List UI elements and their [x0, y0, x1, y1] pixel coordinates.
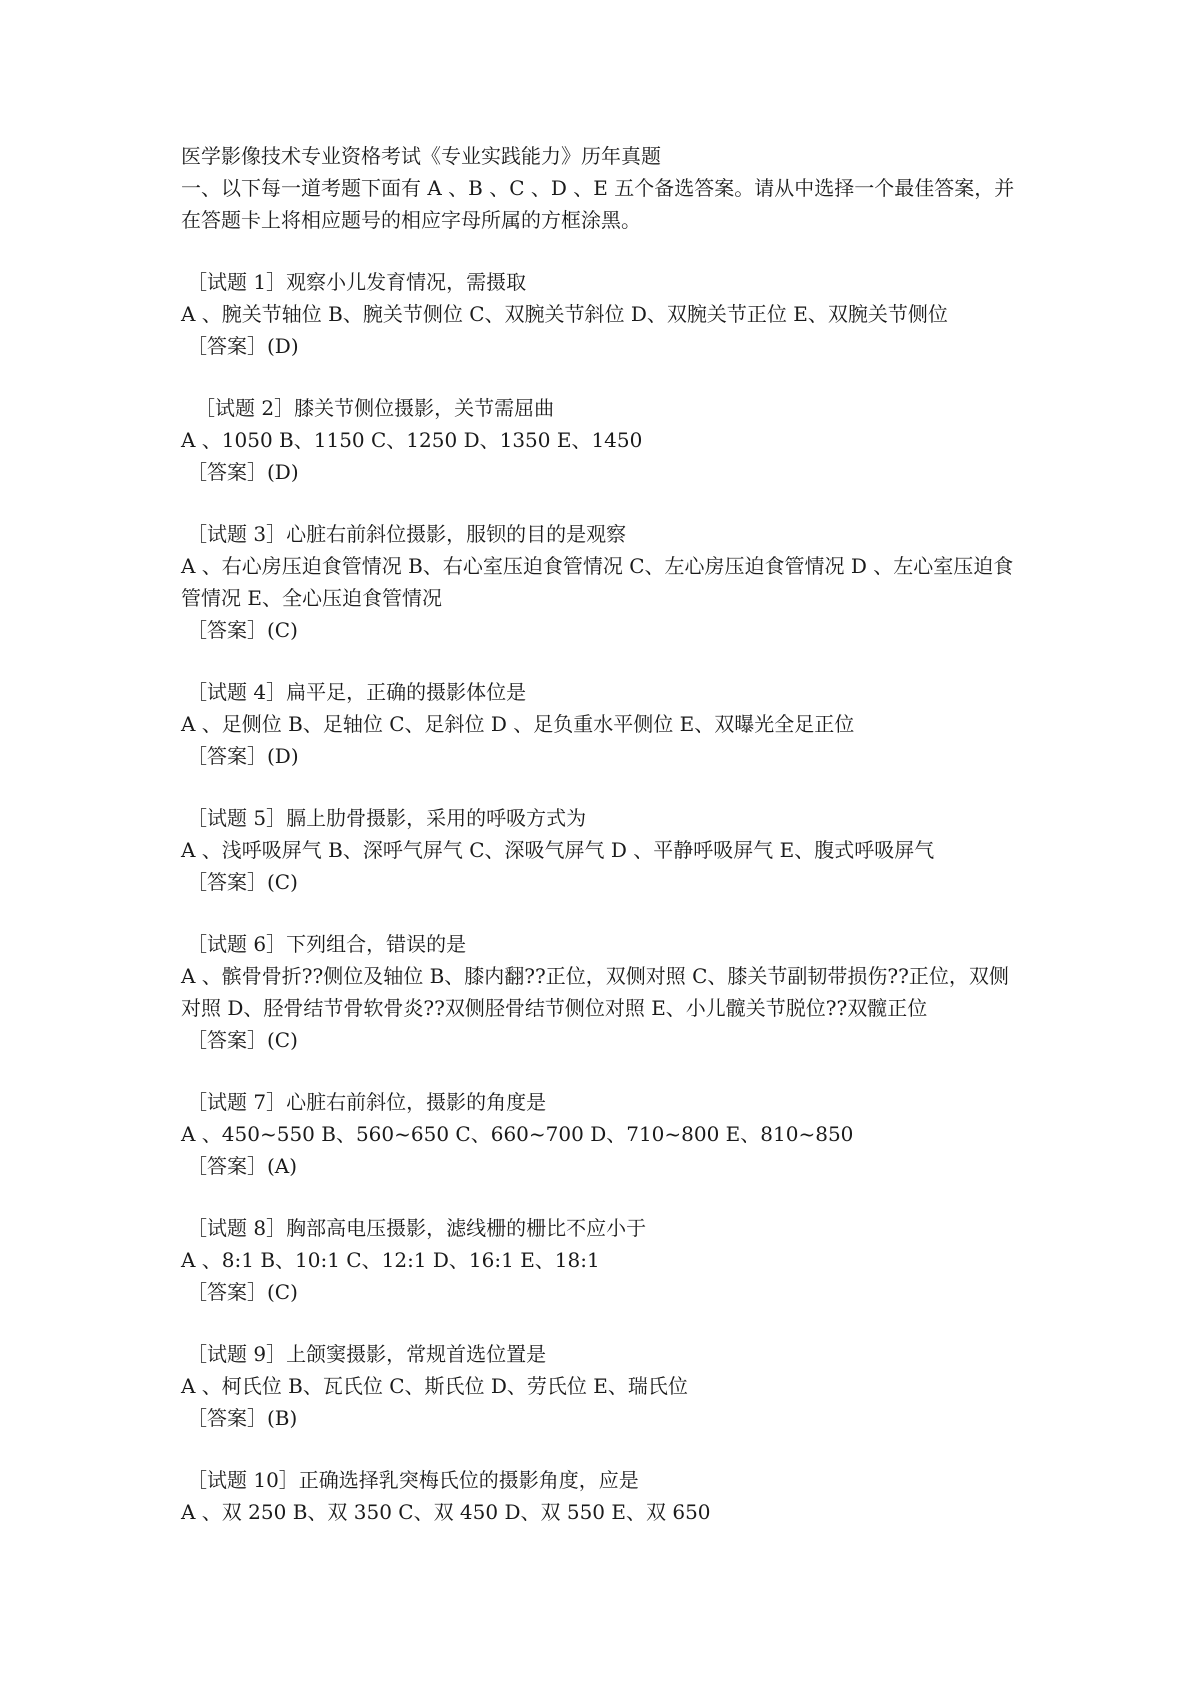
- question-6: [181, 928, 1021, 1056]
- question-stem: ［试题 6］下列组合，错误的是: [187, 932, 467, 956]
- question-stem: ［试题 2］膝关节侧位摄影，关节需屈曲: [195, 396, 555, 420]
- question-options: A 、8:1 B、10:1 C、12:1 D、16:1 E、18:1: [181, 1248, 600, 1272]
- question-options: A 、髌骨骨折??侧位及轴位 B、膝内翻??正位，双侧对照 C、膝关节副韧带损伤??正位，双侧对照 D、胫骨结节骨软骨炎??双侧胫骨结节侧位对照 E、小儿髋关节脱位??双髋正位: [181, 964, 1009, 1020]
- question-options: A 、右心房压迫食管情况 B、右心室压迫食管情况 C、左心房压迫食管情况 D 、左心室压迫食管情况 E、全心压迫食管情况: [181, 554, 1014, 610]
- question-stem: ［试题 9］上颌窦摄影，常规首选位置是: [187, 1342, 547, 1366]
- question-2: [181, 392, 1021, 488]
- question-answer: ［答案］(C): [187, 1028, 298, 1052]
- document-page: [181, 140, 1021, 1528]
- question-answer: ［答案］(D): [187, 460, 299, 484]
- question-answer: ［答案］(D): [187, 334, 299, 358]
- question-answer: ［答案］(C): [187, 870, 298, 894]
- question-stem: ［试题 3］心脏右前斜位摄影，服钡的目的是观察: [187, 522, 627, 546]
- question-stem: ［试题 10］正确选择乳突梅氏位的摄影角度，应是: [187, 1468, 639, 1492]
- question-stem: ［试题 7］心脏右前斜位，摄影的角度是: [187, 1090, 547, 1114]
- question-options: A 、双 250 B、双 350 C、双 450 D、双 550 E、双 650: [181, 1500, 711, 1524]
- question-answer: ［答案］(B): [187, 1406, 298, 1430]
- question-options: A 、450~550 B、560~650 C、660~700 D、710~800 E、810~850: [181, 1122, 854, 1146]
- question-options: A 、足侧位 B、足轴位 C、足斜位 D 、足负重水平侧位 E、双曝光全足正位: [181, 712, 855, 736]
- question-stem: ［试题 8］胸部高电压摄影，滤线栅的栅比不应小于: [187, 1216, 647, 1240]
- question-answer: ［答案］(C): [187, 1280, 298, 1304]
- question-options: A 、柯氏位 B、瓦氏位 C、斯氏位 D、劳氏位 E、瑞氏位: [181, 1374, 688, 1398]
- document-title: 医学影像技术专业资格考试《专业实践能力》历年真题: [181, 144, 661, 168]
- question-options: A 、1050 B、1150 C、1250 D、1350 E、1450: [181, 428, 643, 452]
- question-answer: ［答案］(C): [187, 618, 298, 642]
- question-options: A 、浅呼吸屏气 B、深呼气屏气 C、深吸气屏气 D 、平静呼吸屏气 E、腹式呼吸屏气: [181, 838, 935, 862]
- question-options: A 、腕关节轴位 B、腕关节侧位 C、双腕关节斜位 D、双腕关节正位 E、双腕关节侧位: [181, 302, 948, 326]
- question-10: [181, 1464, 1021, 1528]
- question-1: [181, 266, 1021, 362]
- question-8: [181, 1212, 1021, 1308]
- question-4: [181, 676, 1021, 772]
- document-instructions: 一、以下每一道考题下面有 A 、B 、C 、D 、E 五个备选答案。请从中选择一个最佳答案，并在答题卡上将相应题号的相应字母所属的方框涂黑。: [181, 176, 1015, 232]
- question-answer: ［答案］(D): [187, 744, 299, 768]
- question-9: [181, 1338, 1021, 1434]
- question-3: [181, 518, 1021, 646]
- question-5: [181, 802, 1021, 898]
- question-stem: ［试题 5］膈上肋骨摄影，采用的呼吸方式为: [187, 806, 587, 830]
- question-stem: ［试题 4］扁平足，正确的摄影体位是: [187, 680, 527, 704]
- question-stem: ［试题 1］观察小儿发育情况，需摄取: [187, 270, 527, 294]
- question-answer: ［答案］(A): [187, 1154, 298, 1178]
- question-7: [181, 1086, 1021, 1182]
